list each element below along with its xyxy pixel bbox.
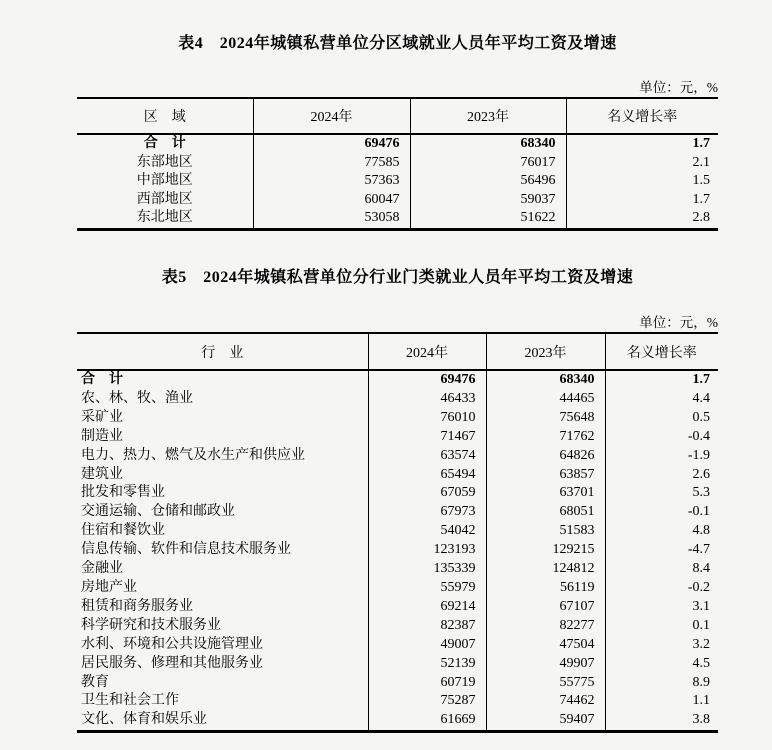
row-value: 4.5 xyxy=(692,655,710,671)
row-label: 住宿和餐饮业 xyxy=(77,522,368,541)
row-value: 123193 xyxy=(368,541,486,560)
row-value: -1.9 xyxy=(687,447,710,463)
table4-header-row xyxy=(77,98,718,134)
row-label: 农、林、牧、渔业 xyxy=(77,390,368,409)
row-label: 水利、环境和公共设施管理业 xyxy=(77,636,368,655)
row-value: -0.4 xyxy=(687,428,710,444)
row-label: 卫生和社会工作 xyxy=(77,692,368,711)
row-value: -4.7 xyxy=(687,542,710,558)
row-label: 批发和零售业 xyxy=(77,484,368,503)
table5-header-2023: 2023年 xyxy=(486,333,605,370)
table5-unit-label: 单位：元，% xyxy=(639,315,718,330)
row-value: 56119 xyxy=(486,579,605,598)
row-value: 55979 xyxy=(368,579,486,598)
row-label: 合 计 xyxy=(77,134,253,154)
row-label: 东北地区 xyxy=(77,209,253,229)
table-row xyxy=(77,579,718,598)
row-value: 1.1 xyxy=(692,693,710,709)
table-row xyxy=(77,466,718,485)
table5-header-growth: 名义增长率 xyxy=(605,333,718,370)
row-value: 69476 xyxy=(253,134,410,154)
row-value: 51583 xyxy=(486,522,605,541)
row-value: 71762 xyxy=(486,428,605,447)
table-row xyxy=(77,191,718,210)
row-value: 49907 xyxy=(486,655,605,674)
row-label: 信息传输、软件和信息技术服务业 xyxy=(77,541,368,560)
row-value: 74462 xyxy=(486,692,605,711)
table4-header-2024: 2024年 xyxy=(253,98,410,134)
row-value: 76017 xyxy=(410,154,566,173)
row-value: 67107 xyxy=(486,598,605,617)
table4-header-2023: 2023年 xyxy=(410,98,566,134)
row-value: 68340 xyxy=(486,370,605,390)
table5-body xyxy=(77,370,718,732)
row-value: 55775 xyxy=(486,674,605,693)
table4-unit-label: 单位：元，% xyxy=(639,80,718,95)
row-value: 60719 xyxy=(368,674,486,693)
table-row xyxy=(77,541,718,560)
row-value: 2.1 xyxy=(692,154,710,170)
row-value: 59037 xyxy=(410,191,566,210)
row-value: 124812 xyxy=(486,560,605,579)
row-label: 金融业 xyxy=(77,560,368,579)
table-row xyxy=(77,503,718,522)
table-row xyxy=(77,370,718,390)
row-value: 129215 xyxy=(486,541,605,560)
row-value: 51622 xyxy=(410,209,566,229)
table4-header-region: 区 域 xyxy=(77,98,253,134)
row-value: 8.4 xyxy=(692,561,710,577)
table-row xyxy=(77,617,718,636)
row-label: 制造业 xyxy=(77,428,368,447)
row-value: 68051 xyxy=(486,503,605,522)
row-value: 71467 xyxy=(368,428,486,447)
row-label: 居民服务、修理和其他服务业 xyxy=(77,655,368,674)
row-label: 西部地区 xyxy=(77,191,253,210)
row-value: 64826 xyxy=(486,447,605,466)
row-value: 2.8 xyxy=(692,210,710,226)
table5-header-industry: 行 业 xyxy=(77,333,368,370)
table-row xyxy=(77,154,718,173)
row-value: 60047 xyxy=(253,191,410,210)
row-value: 75287 xyxy=(368,692,486,711)
row-value: 2.6 xyxy=(692,466,710,482)
row-label: 交通运输、仓储和邮政业 xyxy=(77,503,368,522)
row-value: 82277 xyxy=(486,617,605,636)
row-label: 采矿业 xyxy=(77,409,368,428)
row-label: 电力、热力、燃气及水生产和供应业 xyxy=(77,447,368,466)
table5-header-2024: 2024年 xyxy=(368,333,486,370)
row-value: 3.1 xyxy=(692,598,710,614)
row-value: 3.8 xyxy=(692,712,710,728)
row-value: 1.7 xyxy=(692,372,710,387)
table-row xyxy=(77,447,718,466)
table4-region-wage-table xyxy=(77,97,718,231)
table-row xyxy=(77,134,718,154)
row-label: 合 计 xyxy=(77,370,368,390)
row-value: 46433 xyxy=(368,390,486,409)
row-value: 61669 xyxy=(368,711,486,731)
row-value: 4.8 xyxy=(692,523,710,539)
row-value: 57363 xyxy=(253,172,410,191)
table-row xyxy=(77,172,718,191)
table4-header-growth: 名义增长率 xyxy=(566,98,718,134)
row-label: 房地产业 xyxy=(77,579,368,598)
table5-industry-wage-table xyxy=(77,332,718,733)
row-value: 52139 xyxy=(368,655,486,674)
row-value: 69214 xyxy=(368,598,486,617)
row-value: 76010 xyxy=(368,409,486,428)
table5-title: 表5 2024年城镇私营单位分行业门类就业人员年平均工资及增速 xyxy=(161,269,634,286)
row-value: 47504 xyxy=(486,636,605,655)
table-row xyxy=(77,428,718,447)
row-value: 68340 xyxy=(410,134,566,154)
row-value: 75648 xyxy=(486,409,605,428)
row-label: 文化、体育和娱乐业 xyxy=(77,711,368,731)
row-value: 54042 xyxy=(368,522,486,541)
row-value: 77585 xyxy=(253,154,410,173)
row-value: 5.3 xyxy=(692,485,710,501)
row-value: 8.9 xyxy=(692,674,710,690)
row-value: 67973 xyxy=(368,503,486,522)
table-row xyxy=(77,409,718,428)
table-row xyxy=(77,711,718,731)
table-row xyxy=(77,560,718,579)
row-value: 1.7 xyxy=(692,136,710,151)
row-value: 63574 xyxy=(368,447,486,466)
row-value: 4.4 xyxy=(692,390,710,406)
row-value: 56496 xyxy=(410,172,566,191)
row-label: 中部地区 xyxy=(77,172,253,191)
row-label: 东部地区 xyxy=(77,154,253,173)
row-value: 59407 xyxy=(486,711,605,731)
table-row xyxy=(77,598,718,617)
row-value: 49007 xyxy=(368,636,486,655)
table4-body xyxy=(77,134,718,229)
row-value: -0.1 xyxy=(687,504,710,520)
table-row xyxy=(77,390,718,409)
table-row xyxy=(77,484,718,503)
row-label: 教育 xyxy=(77,674,368,693)
row-value: 65494 xyxy=(368,466,486,485)
row-value: 63857 xyxy=(486,466,605,485)
row-value: 1.5 xyxy=(692,173,710,189)
row-value: 63701 xyxy=(486,484,605,503)
row-value: 0.5 xyxy=(692,409,710,425)
table-row xyxy=(77,692,718,711)
table-row xyxy=(77,674,718,693)
row-value: 44465 xyxy=(486,390,605,409)
row-value: 3.2 xyxy=(692,636,710,652)
row-value: 1.7 xyxy=(692,191,710,207)
table-row xyxy=(77,522,718,541)
row-value: 67059 xyxy=(368,484,486,503)
row-label: 科学研究和技术服务业 xyxy=(77,617,368,636)
table-row xyxy=(77,209,718,229)
row-value: 0.1 xyxy=(692,617,710,633)
row-value: 69476 xyxy=(368,370,486,390)
row-value: 82387 xyxy=(368,617,486,636)
table5-header-row xyxy=(77,333,718,370)
row-label: 租赁和商务服务业 xyxy=(77,598,368,617)
table4-title: 表4 2024年城镇私营单位分区域就业人员年平均工资及增速 xyxy=(178,35,617,52)
table-row xyxy=(77,636,718,655)
row-value: 135339 xyxy=(368,560,486,579)
table-row xyxy=(77,655,718,674)
row-value: -0.2 xyxy=(687,579,710,595)
row-label: 建筑业 xyxy=(77,466,368,485)
row-value: 53058 xyxy=(253,209,410,229)
